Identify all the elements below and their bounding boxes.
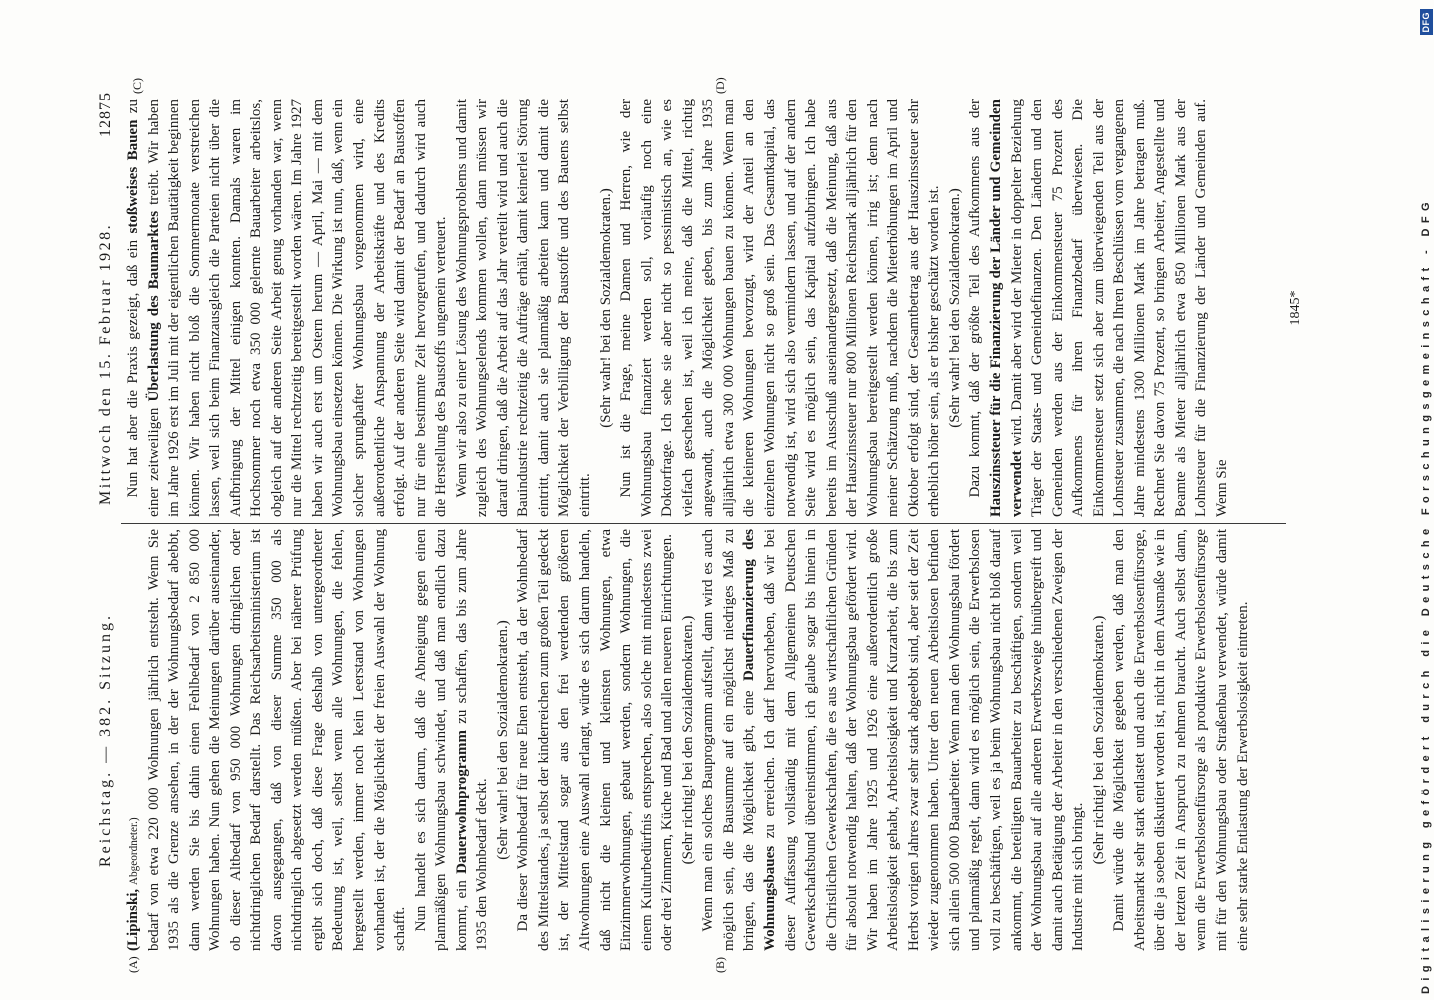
header-date: Mittwoch den 15. Februar 1928. [97,222,114,505]
right-column-text [123,99,1233,517]
speaker-line [123,529,144,951]
header-session: Reichstag. — 382. Sitzung. [97,613,114,867]
interjection [678,529,699,951]
paragraph [616,99,945,517]
paragraph [452,99,596,517]
text-segment: Da dieser Wohnbedarf für neue Ehen entsteht, da der Wohnbedarf des Mittelstandes, ja selbst der kinderreichen zum großen Teil gedeckt ist, der Mittelstand sogar aus den frei werdenden größeren Altwohnungen eine Auswahl erlangt, würde es sich darum handeln, daß nicht die kleinen und kleinsten Wohnungen, etwa Einzimmerwohnungen, gebaut werden, sondern Wohnungen, die einem Kulturbedürfnis entsprechen, also solche mit mindestens zwei oder drei Zimmern, Küche und Bad und allen neueren Einrichtungen. [515,529,676,951]
interjection [493,529,514,951]
sheet-signature: 1845* [1288,290,1303,326]
text-segment: zu einer zeitweiligen [125,99,162,517]
text-segment: (Sehr richtig! bei den Sozialdemokraten.) [1090,615,1107,865]
paragraph [698,529,1088,951]
text-segment: Nun hat aber die Praxis gezeigt, daß ein [125,233,141,498]
interjection [945,99,966,517]
text-segment: zu erreichen. Ich darf hervorheben, daß wir bei dieser Auffassung vollständig mit dem Allgemeinen Deutschen Gewerkschaftsbund übereinstimmen, ich glaube sogar bis hinein in die Christlichen Gewerkschaften, die es aus wirtschaftlichen Gründen für absolut notwendig halten, daß der Wohnungsbau gefördert wird. Wir haben im Jahre 1925 und 1926 eine außerordentlich große Arbeitslosigkeit gehabt, Arbeitslosigkeit und Kurzarbeit, die bis zum Herbst vorigen Jahres zwar sehr stark abgeebbt sind, aber seit der Zeit wieder zugenommen haben. Unter den neuen Arbeitslosen befinden sich allein 500 000 Bauarbeiter. Wenn man den Wohnungsbau fördert und planmäßig regelt, dann wird es möglich sein, die Erwerbslosen voll zu beschäftigen, weil es ja beim Wohnungsbau nicht bloß darauf ankommt, die beteiligten Bauarbeiter zu beschäftigen, sondern weil der Wohnungsbau auf alle anderen Erwerbszweige hinübergreift und damit auch Betätigung der Arbeiter in den verschiedenen Zweigen der Industrie mit sich bringt. [761,529,1087,951]
scanned-page [95,70,1310,975]
interjection [1089,529,1110,951]
margin-mark-d: (D) [713,77,727,94]
text-segment: (Sehr wahr! bei den Sozialdemokraten.) [494,620,511,860]
margin-mark-c: (C) [130,78,144,94]
text-segment: Dazu kommt, daß der größte Teil des Aufkommens aus der [967,99,984,498]
emphasized-text: Dauerfinanzierung des Wohnungsbaues [741,529,778,951]
paragraph [513,529,677,951]
paragraph [123,99,452,517]
margin-mark-b: (B) [713,957,727,973]
text-segment: bedarf von etwa 220 000 Wohnungen jährlich entsteht. Wenn Sie 1935 als die Grenze ansehen, in der der Wohnungsbedarf abebbt, dann werden Sie bis dahin einen Fehlbedarf von 2 850 000 Wohnungen haben. Nun gehen die Meinungen darüber auseinander, ob dieser Altbedarf von 950 000 Wohnungen dringlichen oder nichtdringlichen Bedarf darstellt. Das Reichsarbeitsministerium ist davon ausgegangen, daß von dieser Summe 350 000 als nichtdringlich abgesetzt werden müßten. Aber bei näherer Prüfung ergibt sich doch, daß diese Frage deshalb von untergeordneter Bedeutung ist, weil, selbst wenn alle Wohnungen, die fehlen, hergestellt werden, immer noch kein Leerstand von Wohnungen vorhanden ist, der die Möglichkeit der freien Auswahl der Wohnung schafft. [145,529,409,951]
text-segment: wird. Damit aber wird der Mieter in doppelter Beziehung Träger der Staats- und Gemeindefinanzen. Den Ländern und den Gemeinden werden aus der Einkommensteuer 75 Prozent des Aufkommens für ihren Finanzbedarf überwiesen. Die Einkommensteuer setzt sich aber zum überwiegenden Teil aus der Lohnsteuer zusammen, die nach Ihren Beschlüssen vom vergangenen Jahre mindestens 1300 Millionen Mark im Jahre betragen muß. Rechnet Sie davon 75 Prozent, so bringen Arbeiter, Angestellte und Beamte als Mieter alljährlich etwa 850 Millionen Mark aus der Lohnsteuer für die Finanzierung der Länder und Gemeinden auf. Wenn Sie [1008,99,1230,517]
text-segment: Nun handelt es sich darum, daß die Abneigung gegen einen planmäßigen Wohnungsbau schwindet, und daß man endlich dazu kommt, ein [412,529,470,951]
paragraph [144,529,411,951]
emphasized-text: Hauszinssteuer für die Finanzierung der Länder und Gemeinden verwendet [987,99,1025,517]
speaker-name: (Lipinski, [125,888,141,951]
paragraph [965,99,1232,517]
emphasized-text: stoßweises Bauen [125,119,141,234]
text-segment: zu schaffen, das bis zum Jahre 1935 den Wohnbedarf deckt. [453,529,491,951]
text-segment: Damit würde die Möglichkeit gegeben werden, daß man den Arbeitsmarkt sehr stark entlastet und auch die Erwerbslosenfürsorge, über die ja soeben diskutiert worden ist, nicht in dem Ausmaße wie in der letzten Zeit in Anspruch zu nehmen braucht. Auch selbst dann, wenn die Erwerbslosenfürsorge als produktive Erwerbslosenfürsorge mit für den Wohnungsbau oder Straßenbau verwendet, würde damit eine sehr starke Entlastung der Erwerbslosigkeit eintreten. [1111,529,1251,951]
speaker-role: Abgeordneter.) [128,817,140,886]
funding-notice-text: Digitalisierung gefördert durch die Deutsche Forschungsgemeinschaft - DFG [1420,197,1432,994]
text-segment: Wenn wir also zu einer Lösung des Wohnungsproblems und damit zugleich des Wohnungselends kommen wollen, dann müssen wir darauf dringen, daß die Arbeit auf das Jahr verteilt wird und auch die Bauindustrie rechtzeitig die Aufträge erhält, damit keinerlei Störung eintritt, damit auch sie planmäßig arbeiten kann und damit die Möglichkeit der Verbilligung der Baustoffe und des Bauens selbst eintritt. [453,99,594,517]
emphasized-text: Überlastung des Baumarktes [145,210,162,402]
column-rule [121,523,1286,524]
margin-mark-a: (A) [126,956,140,973]
paragraph [411,529,493,951]
text-segment: (Sehr richtig! bei den Sozialdemokraten.) [679,615,696,865]
emphasized-text: Dauerwohnprogramm [453,730,470,874]
text-segment: treibt. Wir haben im Jahre 1926 erst im Juli mit der eigentlichen Bautätigkeit beginnen können. Wir haben nicht bloß die Sommermonate verstreichen lassen, weil sich beim Finanzausgleich die Parteien nicht über die Aufbringung der Mittel einigen konnten. Damals waren im Hochsommer noch etwa 350 000 gelernte Bauarbeiter arbeitslos, obgleich auf der anderen Seite Arbeit genug vorhanden war, wenn nur die Mittel rechtzeitig bereitgestellt worden wären. Im Jahre 1927 haben wir auch erst um Ostern herum — April, Mai — mit dem Wohnungsbau einsetzen können. Die Wirkung ist nun, daß, wenn ein solcher sprunghafter Wohnungsbau vorgenommen wird, eine außerordentliche Anspannung der Arbeitskräfte und des Kredits erfolgt. Auf der anderen Seite wird damit der Bedarf an Baustoffen nur für eine bestimmte Zeit hervorgerufen, und dadurch wird auch die Herstellung des Baustoffs ungemein verteuert. [145,99,450,517]
text-segment: (Sehr wahr! bei den Sozialdemokraten.) [597,188,614,428]
interjection [596,99,617,517]
page-number: 12875 [97,92,114,137]
dfg-logo-text: DFG [1420,12,1431,33]
right-column [123,99,1283,517]
dfg-logo [1420,9,1433,36]
text-segment: Wenn man ein solches Bauprogramm aufstellt, dann wird es auch möglich sein, die Bausumme auf ein möglichst niedriges Maß zu bringen, das die Möglichkeit gibt, eine [700,529,758,951]
paragraph [1109,529,1253,951]
text-segment: (Sehr wahr! bei den Sozialdemokraten.) [946,188,963,428]
text-segment: Nun ist die Frage, meine Damen und Herren, wie der Wohnungsbau finanziert werden soll, vorläufig noch eine Doktorfrage. Ich sehe sie aber nicht so pessimistisch an, wie es vielfach geschehen ist, weil ich meine, daß die Mittel, richtig angewandt, auch die Möglichkeit geben, bis zum Jahre 1935 alljährlich etwa 300 000 Wohnungen bauen zu können. Wenn man die kleineren Wohnungen bevorzugt, wird der Anteil an den einzelnen Wohnungen nicht so groß sein. Das Gesamtkapital, das notwendig ist, wird sich also vermindern lassen, und auf der andern Seite wird es möglich sein, das Kapital aufzubringen. Ich habe bereits im Ausschuß auseinandergesetzt, daß die Meinung, daß aus der Hauszinssteuer nur 800 Millionen Reichsmark alljährlich für den Wohnungsbau bereitgestellt werden können, irrig ist; denn nach meiner Schätzung muß, nachdem die Mieterhöhungen im April und Oktober erfolgt sind, der Gesamtbetrag aus der Hauszinssteuer sehr erheblich höher sein, als er bisher geschätzt worden ist. [618,99,943,517]
funding-notice [1419,9,1433,994]
left-column-text [144,529,1254,951]
left-column [123,529,1283,951]
